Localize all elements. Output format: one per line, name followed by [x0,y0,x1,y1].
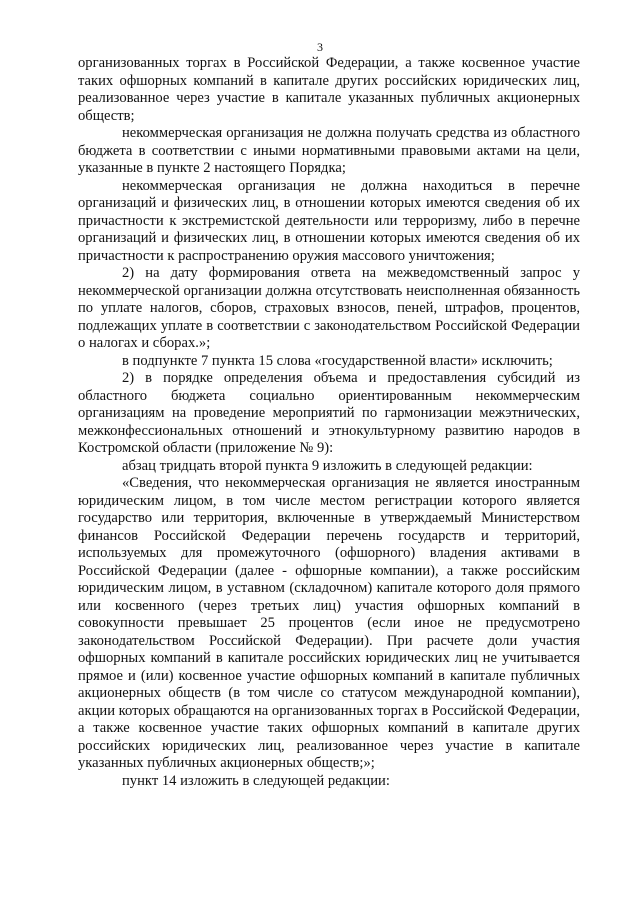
paragraph: организованных торгах в Российской Федерации, а также косвенное участие таких офшорных компаний в капитале других российских юридических лиц, реализованное через участие в капитале указанных публичных акционерных обществ; [78,55,580,124]
paragraph: некоммерческая организация не должна находиться в перечне организаций и физических лиц, в отношении которых имеются сведения об их причастности к экстремистской деятельности или терроризму, либо в перечне организаций и физических лиц, в отношении которых имеются сведения об их причастности к распространению оружия массового уничтожения; [78,177,580,264]
paragraph: в подпункте 7 пункта 15 слова «государственной власти» исключить; [122,352,553,369]
paragraph: пункт 14 изложить в следующей редакции: [122,772,390,789]
paragraph: 2) на дату формирования ответа на межведомственный запрос у некоммерческой организации должна отсутствовать неисполненная обязанность по уплате налогов, сборов, страховых взносов, пеней, штрафов, процентов, подлежащих уплате в соответствии с законодательством Российской Федерации о налогах и сборах.»; [78,265,580,351]
paragraph: некоммерческая организация не должна получать средства из областного бюджета в соответствии с иными нормативными правовыми актами на цели, указанные в пункте 2 настоящего Порядка; [78,125,580,176]
document-body [78,55,580,790]
paragraph: абзац тридцать второй пункта 9 изложить в следующей редакции: [122,457,533,474]
page-number: 3 [317,40,323,54]
paragraph: 2) в порядке определения объема и предоставления субсидий из областного бюджета социально ориентированным некоммерческим организациям на проведение мероприятий по гармонизации межэтнических, межконфессиональных отношений и этнокультурному развитию народов в Костромской области (приложение № 9): [78,370,580,456]
paragraph: «Сведения, что некоммерческая организация не является иностранным юридическим лицом, в том числе местом регистрации которого является государство или территория, включенные в утверждаемый Министерством финансов Российской Федерации перечень государств и территорий, используемых для промежуточного (офшорного) владения активами в Российской Федерации (далее - офшорные компании), а также российским юридическим лицом, в уставном (складочном) капитале которого доля прямого или косвенного (через третьих лиц) участия офшорных компаний в совокупности превышает 25 процентов (если иное не предусмотрено законодательством Российской Федерации). При расчете доли участия офшорных компаний в капитале российских юридических лиц не учитывается прямое и (или) косвенное участие офшорных компаний в капитале публичных акционерных обществ (в том числе со статусом международной компании), акции которых обращаются на организованных торгах в Российской Федерации, а также косвенное участие таких офшорных компаний в капитале других российских юридических лиц, реализованное через участие в капитале указанных публичных акционерных обществ;»; [78,475,580,771]
